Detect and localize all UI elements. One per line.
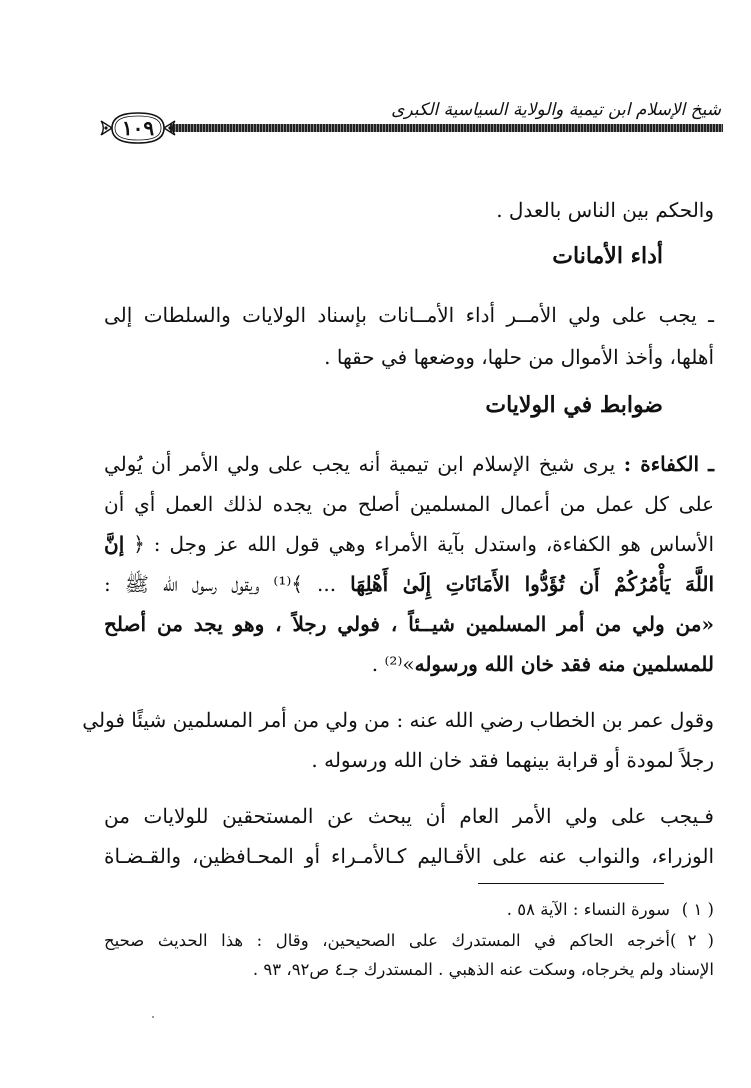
- footnote-number: ( ١ ): [681, 900, 714, 919]
- body-text: ... ﴾⁽¹⁾ ويقول رسول الله ﷺ :: [104, 572, 351, 596]
- section-heading: ضوابط في الولايات: [485, 392, 663, 418]
- body-line: الوزراء، والنواب عنه على الأقـاليم كـالأمـراء أو المحـافظين، والقـضـاة: [104, 844, 714, 868]
- footnote-text: أخرجه الحاكم في المستدرك على الصحيحين، وقال : هذا الحديث صحيح: [104, 931, 670, 950]
- footnote-number: ( ٢ ): [670, 931, 714, 950]
- term-label: ـ الكفاءة :: [623, 452, 714, 476]
- hadith-line: «من ولي من أمر المسلمين شيــئاً ، فولي رجلاً ، وهو يجد من أصلح: [104, 612, 714, 636]
- footnote-ref: »⁽²⁾ .: [371, 652, 415, 676]
- footnote: [104, 895, 714, 925]
- body-line: رجلاً لمودة أو قرابة بينهما فقد خان الله ورسوله .: [311, 748, 714, 772]
- page-number: ١٠٩: [121, 116, 155, 140]
- body-line: أهلها، وأخذ الأموال من حلها، ووضعها في حقها .: [324, 345, 714, 369]
- hadith-line: [104, 644, 714, 684]
- footnote-text: سورة النساء : الآية ٥٨ .: [506, 900, 670, 919]
- section-heading: أداء الأمانات: [552, 243, 663, 269]
- footnote: [104, 926, 714, 956]
- running-title: شيخ الإسلام ابن تيمية والولاية السياسية الكبرى: [391, 100, 721, 120]
- body-line: [104, 564, 714, 604]
- body-line: على كل عمل من أعمال المسلمين أصلح من يجده لذلك العمل أي أن: [104, 492, 714, 516]
- body-line: ـ يجب على ولي الأمــر أداء الأمــانات بإسناد الولايات والسلطات إلى: [104, 303, 714, 327]
- scan-speck: [152, 1016, 154, 1018]
- header-rule: [170, 124, 723, 132]
- body-line: والحكم بين الناس بالعدل .: [496, 198, 714, 222]
- footnote-rule: [478, 883, 664, 884]
- hadith-text: للمسلمين منه فقد خان الله ورسوله: [414, 652, 714, 676]
- footnote-continuation: الإسناد ولم يخرجاه، وسكت عنه الذهبي . المستدرك جـ٤ ص٩٢، ٩٣ .: [252, 960, 714, 979]
- quran-text: إنَّ: [104, 532, 125, 556]
- quran-text: اللَّهَ يَأْمُرُكُمْ أَن تُؤَدُّوا الأَمَانَاتِ إِلَىٰ أَهْلِهَا: [350, 572, 714, 596]
- body-text: يرى شيخ الإسلام ابن تيمية أنه يجب على ولي الأمر أن يُولي: [104, 452, 624, 476]
- body-line: فـيجب على ولي الأمر العام أن يبحث عن المستحقين للولايات من: [104, 804, 714, 828]
- body-line: وقول عمر بن الخطاب رضي الله عنه : من ولي من أمر المسلمين شيئًا فولي: [82, 708, 714, 732]
- body-line: [104, 444, 714, 484]
- body-text: الأساس هو الكفاءة، واستدل بآية الأمراء وهي قول الله عز وجل : ﴿: [124, 532, 714, 556]
- body-line: [104, 524, 714, 564]
